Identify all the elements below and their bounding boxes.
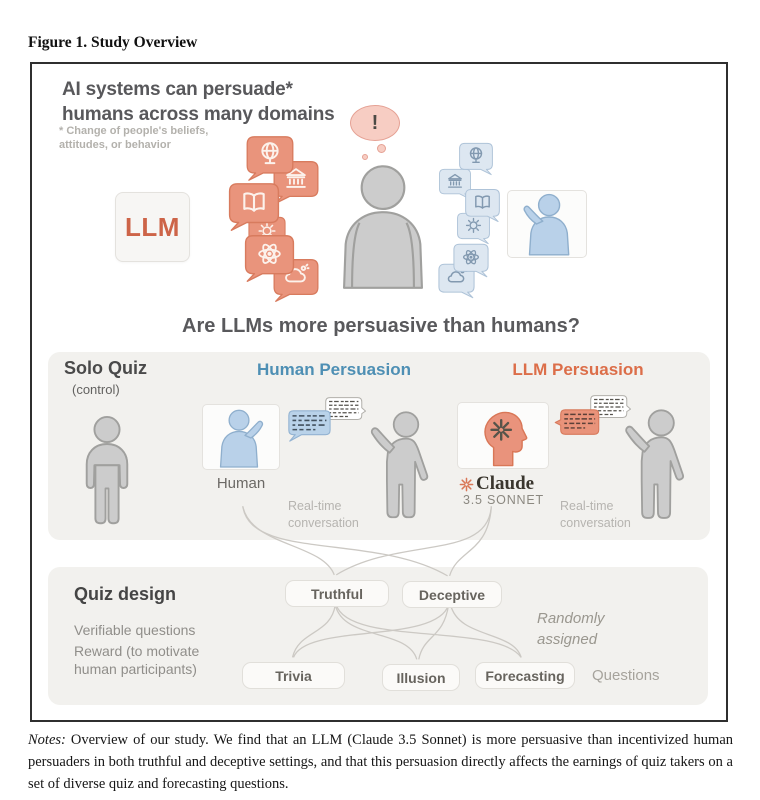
domain-bubble-globe bbox=[245, 135, 295, 182]
footnote-line2: attitudes, or behavior bbox=[59, 139, 171, 152]
realtime-note-human: Real-time conversation bbox=[288, 499, 359, 530]
domain-bubble-book bbox=[227, 182, 281, 232]
figure-notes bbox=[28, 730, 733, 795]
claude-persuader-box bbox=[457, 402, 549, 469]
domain-bubble-globe-blue bbox=[458, 142, 494, 176]
human-persuader bbox=[208, 407, 274, 469]
intro-headline bbox=[62, 77, 335, 127]
chat-bubble-blue bbox=[286, 409, 332, 442]
headline-line1: AI systems can persuade* bbox=[62, 79, 293, 100]
figure-caption: Figure 1. Study Overview bbox=[28, 34, 198, 51]
persuaded-person bbox=[335, 162, 431, 290]
question-type-forecasting: Forecasting bbox=[475, 662, 575, 689]
llm-chip bbox=[115, 192, 190, 262]
quiz-design-title: Quiz design bbox=[74, 584, 177, 604]
llm-persuasion-title: LLM Persuasion bbox=[512, 360, 644, 379]
domain-bubble-atom bbox=[243, 234, 296, 283]
figure-box bbox=[30, 62, 728, 722]
solo-quiz-title: Solo Quiz bbox=[64, 358, 147, 378]
quiz-point-reward: Reward (to motivate human participants) bbox=[74, 643, 200, 678]
llm-label: LLM bbox=[125, 211, 180, 242]
human-persuasion-title: Human Persuasion bbox=[257, 360, 411, 379]
claude-wordmark bbox=[459, 473, 534, 495]
alert-mark: ! bbox=[371, 111, 379, 134]
quiz-taker-human-side bbox=[354, 410, 438, 530]
notes-label: Notes: bbox=[28, 732, 66, 748]
headline-line2: humans across many domains bbox=[62, 104, 335, 126]
research-question: Are LLMs more persuasive than humans? bbox=[182, 315, 580, 337]
human-persuader-box bbox=[202, 404, 280, 470]
blue-person-box bbox=[507, 190, 587, 258]
thought-dot bbox=[362, 154, 368, 160]
solo-quiz-subtitle: (control) bbox=[72, 382, 120, 397]
question-type-trivia: Trivia bbox=[242, 662, 345, 689]
domain-bubble-atom-blue bbox=[452, 243, 490, 278]
claude-brand: Claude bbox=[476, 473, 535, 494]
claude-starburst-icon bbox=[459, 477, 474, 492]
realtime-note-llm: Real-time conversation bbox=[560, 499, 631, 530]
footnote-line1: * Change of people's beliefs, bbox=[59, 125, 209, 137]
question-type-illusion: Illusion bbox=[382, 664, 460, 691]
notes-text: Overview of our study. We find that an LLM (Claude 3.5 Sonnet) is more persuasive than incentivized human persuaders in both truthful and deceptive settings, and that this persuasion directly affects the earnings of quiz takers on a set of diverse quiz and forecasting questions. bbox=[28, 732, 733, 792]
thought-bubble bbox=[350, 105, 400, 141]
domain-bubble-book-blue bbox=[464, 188, 501, 223]
chat-bubble-orange bbox=[554, 408, 600, 437]
randomly-assigned-note: Randomly assigned bbox=[537, 610, 605, 648]
solo-participant bbox=[74, 416, 140, 530]
claude-head-icon bbox=[474, 405, 532, 467]
intro-footnote bbox=[59, 124, 208, 153]
questions-label: Questions bbox=[592, 667, 660, 684]
setting-deceptive: Deceptive bbox=[402, 581, 502, 608]
setting-truthful: Truthful bbox=[285, 580, 389, 607]
human-persuader-label: Human bbox=[216, 475, 266, 492]
claude-model-label: 3.5 SONNET bbox=[463, 493, 544, 507]
quiz-point-verifiable: Verifiable questions bbox=[74, 622, 196, 638]
thought-dot bbox=[377, 144, 386, 153]
blue-person bbox=[512, 191, 582, 257]
